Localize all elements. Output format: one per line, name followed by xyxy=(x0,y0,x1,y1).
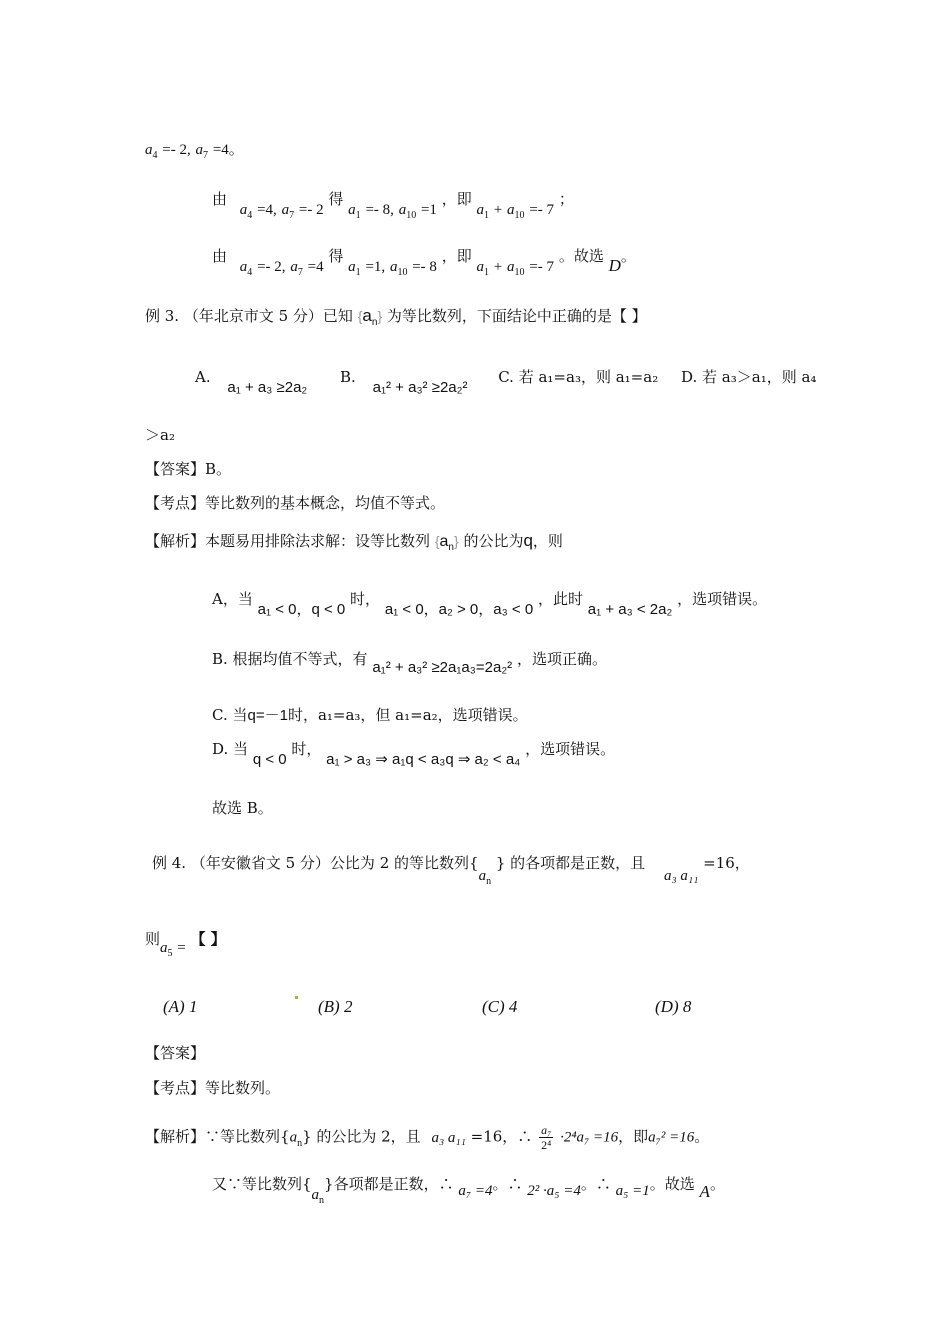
ex3-choose: 故选 B。 xyxy=(212,799,273,817)
formula-line-2: 由 $a_4 =4$, $a_7 =- 2$ 得 $a_1 =- 8$, $a_{10} =1$ ，即 $a_1 + a_{10} =- 7$ ； xyxy=(212,190,574,221)
example-4-heading: 例 4. （年安徽省文 5 分）公比为 2 的等比数列{$a_n$ } 的各项都是正数，且 a₃ a₁₁ =16， xyxy=(152,854,750,887)
ex3-answer: 【答案】B。 xyxy=(145,460,232,478)
math-a4: a xyxy=(145,142,153,158)
ex4-analysis: 【解析】∵等比数列$\{a_n\}$ 的公比为 2，且 a₃ a₁₁ =16，∴ $\frac{\text{a₇}}{\text{2⁴}}$ ·2⁴a₇ =16，即a₇² =16。 xyxy=(145,1123,710,1152)
answer-D: D xyxy=(608,256,621,275)
green-dot xyxy=(295,996,298,999)
ex4-option-C: (C) 4 xyxy=(482,997,518,1016)
example-3-options: A. a₁ + a₃ ≥2a₂ B. a₁² + a₃² ≥2a₂² C. 若 a₁=a₃，则 a₁=a₂ D. 若 a₃＞a₁，则 a₄ xyxy=(195,368,817,396)
formula-line-3: 由 $a_4 =- 2$, $a_7 =4$ 得 $a_1 =1$, $a_{10} =- 8$ ，即 $a_1 + a_{10} =- 7$ 。故选 D。 xyxy=(212,247,636,278)
ex3-case-B: B. 根据均值不等式，有 a₁² + a₃² ≥2a₁a₃=2a₂² ，选项正确。 xyxy=(212,650,607,676)
ex3-case-D: D. 当 q < 0 时， a₁ > a₃ ⇒ a₁q < a₃q ⇒ a₂ < a₄ ，选项错误。 xyxy=(212,740,616,768)
ex4-option-B: (B) 2 xyxy=(318,997,353,1016)
ex4-answer: 【答案】 xyxy=(145,1044,206,1062)
ex3-analysis: 【解析】本题易用排除法求解：设等比数列 $\{a_n\}$ 的公比为q，则 xyxy=(145,531,563,553)
ex4-last: 又∵等比数列$\{a_n\}$各项都是正数，∴ a₇ =4。∴ 2² ·a₅ =4。∴ a₅ =1。故选 A。 xyxy=(212,1175,725,1206)
formula-line-1: $a_4 =- 2$, $a_7 =4$。 xyxy=(145,140,244,161)
ex4-point: 【考点】等比数列。 xyxy=(145,1079,281,1097)
fraction: $\frac{\text{a₇}}{\text{2⁴}}$ xyxy=(541,1123,552,1152)
ex3-case-C: C. 当q=－1时，a₁=a₃，但 a₁=a₂，选项错误。 xyxy=(212,706,528,724)
example-4-then: 则$a_5$ = 【 】 xyxy=(145,930,226,959)
example-3-option-d-cont: ＞a₂ xyxy=(145,426,175,444)
ex3-point: 【考点】等比数列的基本概念，均值不等式。 xyxy=(145,494,446,512)
answer-A: A xyxy=(699,1182,710,1201)
ex4-option-A: (A) 1 xyxy=(163,997,198,1016)
ex3-case-A: A，当 a₁ < 0，q < 0 时， a₁ < 0，a₂ > 0，a₃ < 0 ，此时 a₁ + a₃ < 2a₂ ，选项错误。 xyxy=(212,590,768,618)
example-3-heading: 例 3. （年北京市文 5 分）已知 $\{a_n\}$ 为等比数列，下面结论中正确的是【 】 xyxy=(145,306,647,328)
ex4-option-D: (D) 8 xyxy=(655,997,692,1016)
